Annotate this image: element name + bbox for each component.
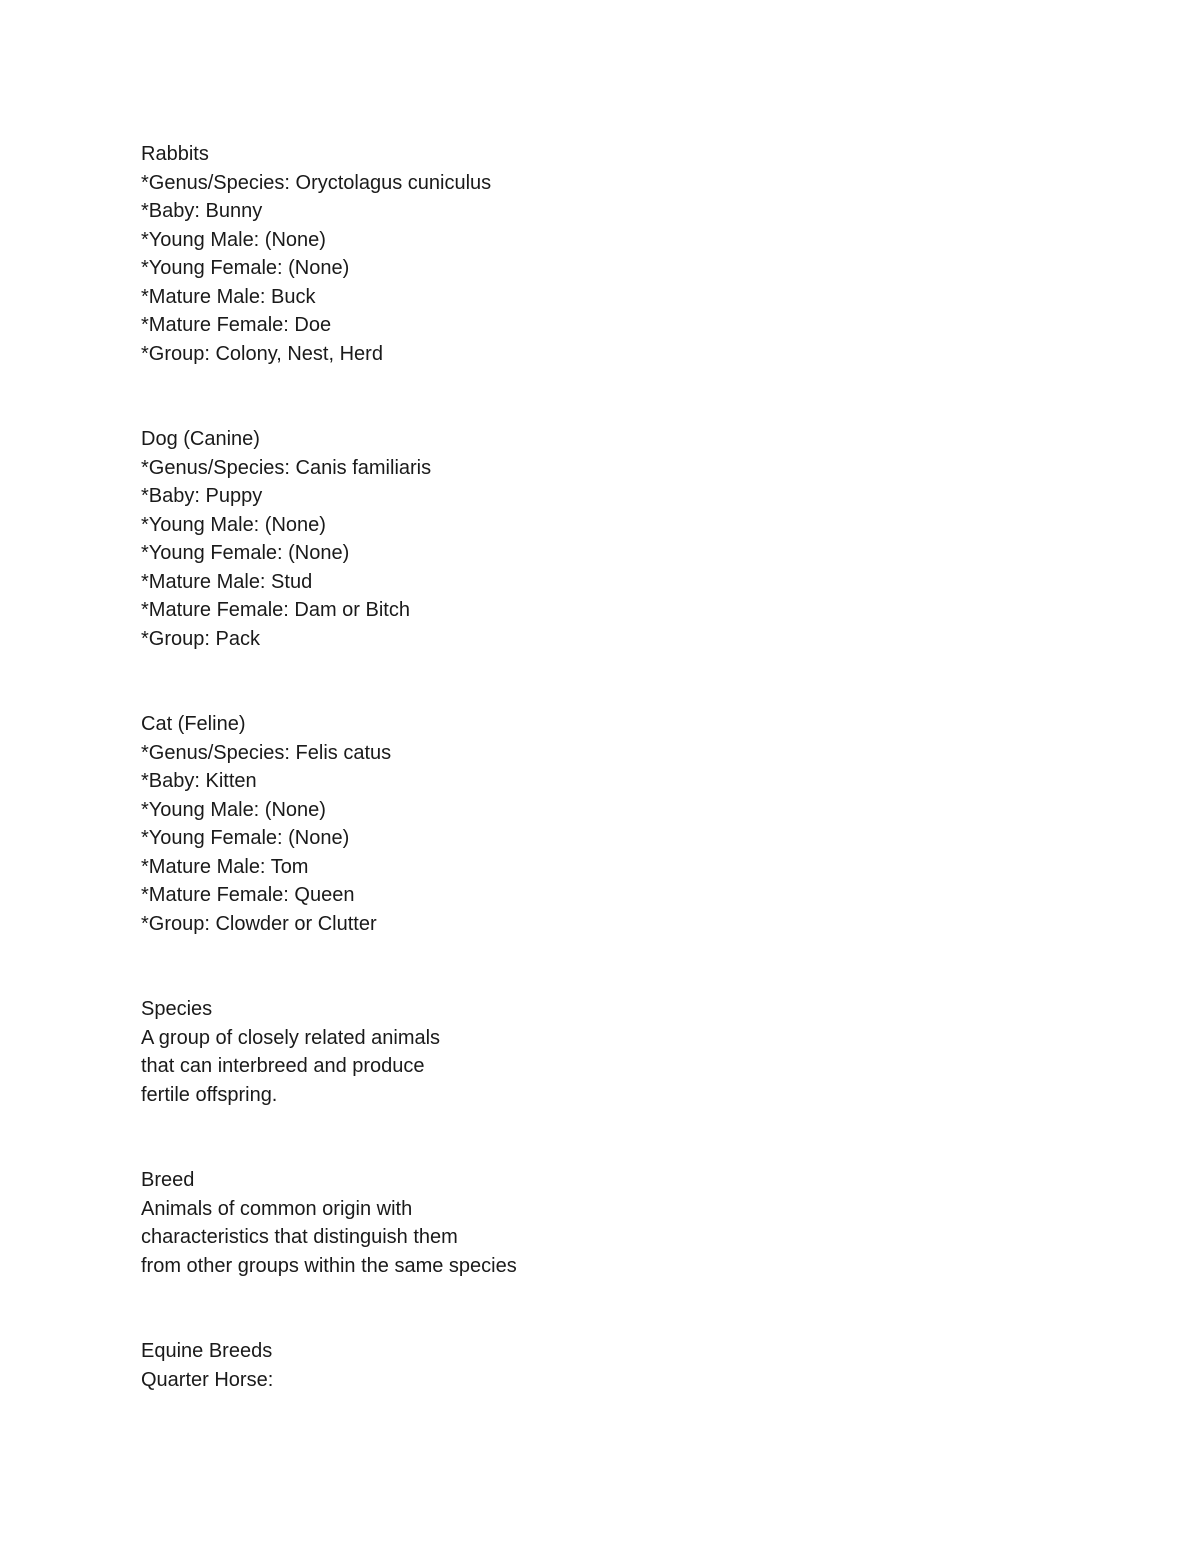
fact-genus-species: *Genus/Species: Felis catus: [141, 741, 392, 764]
section-rabbits: [141, 140, 1041, 368]
section-heading: Dog (Canine): [141, 428, 260, 450]
fact-mature-female: *Mature Female: Doe: [141, 314, 332, 336]
fact-mature-male: *Mature Male: Stud: [141, 570, 313, 593]
fact-baby: *Baby: Puppy: [141, 485, 263, 507]
section-heading: Rabbits: [141, 143, 209, 165]
definition-line: Animals of common origin with: [141, 1197, 413, 1220]
fact-group: *Group: Clowder or Clutter: [141, 912, 377, 935]
fact-baby: *Baby: Bunny: [141, 200, 263, 222]
section-equine-breeds: [141, 1337, 1041, 1394]
section-cat: [141, 710, 1041, 938]
definition-line: from other groups within the same species: [141, 1254, 517, 1277]
section-heading: Cat (Feline): [141, 713, 246, 735]
section-dog: [141, 425, 1041, 653]
fact-baby: *Baby: Kitten: [141, 770, 257, 792]
fact-mature-female: *Mature Female: Dam or Bitch: [141, 599, 410, 621]
definition-line: that can interbreed and produce: [141, 1055, 425, 1077]
fact-group: *Group: Pack: [141, 627, 260, 650]
fact-young-female: *Young Female: (None): [141, 542, 350, 564]
fact-young-male: *Young Male: (None): [141, 798, 326, 821]
section-breed: [141, 1166, 1041, 1280]
breed-entry: Quarter Horse:: [141, 1368, 274, 1391]
definition-line: characteristics that distinguish them: [141, 1226, 458, 1248]
fact-young-female: *Young Female: (None): [141, 827, 350, 849]
section-heading: Breed: [141, 1169, 195, 1191]
definition-line: fertile offspring.: [141, 1083, 278, 1106]
fact-young-male: *Young Male: (None): [141, 228, 326, 251]
fact-genus-species: *Genus/Species: Oryctolagus cuniculus: [141, 171, 492, 194]
fact-young-female: *Young Female: (None): [141, 257, 350, 279]
section-species: [141, 995, 1041, 1109]
definition-line: A group of closely related animals: [141, 1026, 441, 1049]
document-body: [141, 140, 1041, 1394]
fact-young-male: *Young Male: (None): [141, 513, 326, 536]
section-heading: Equine Breeds: [141, 1340, 273, 1362]
fact-mature-male: *Mature Male: Tom: [141, 855, 309, 878]
section-heading: Species: [141, 998, 213, 1020]
fact-mature-male: *Mature Male: Buck: [141, 285, 316, 308]
fact-group: *Group: Colony, Nest, Herd: [141, 342, 383, 365]
fact-mature-female: *Mature Female: Queen: [141, 884, 355, 906]
fact-genus-species: *Genus/Species: Canis familiaris: [141, 456, 432, 479]
